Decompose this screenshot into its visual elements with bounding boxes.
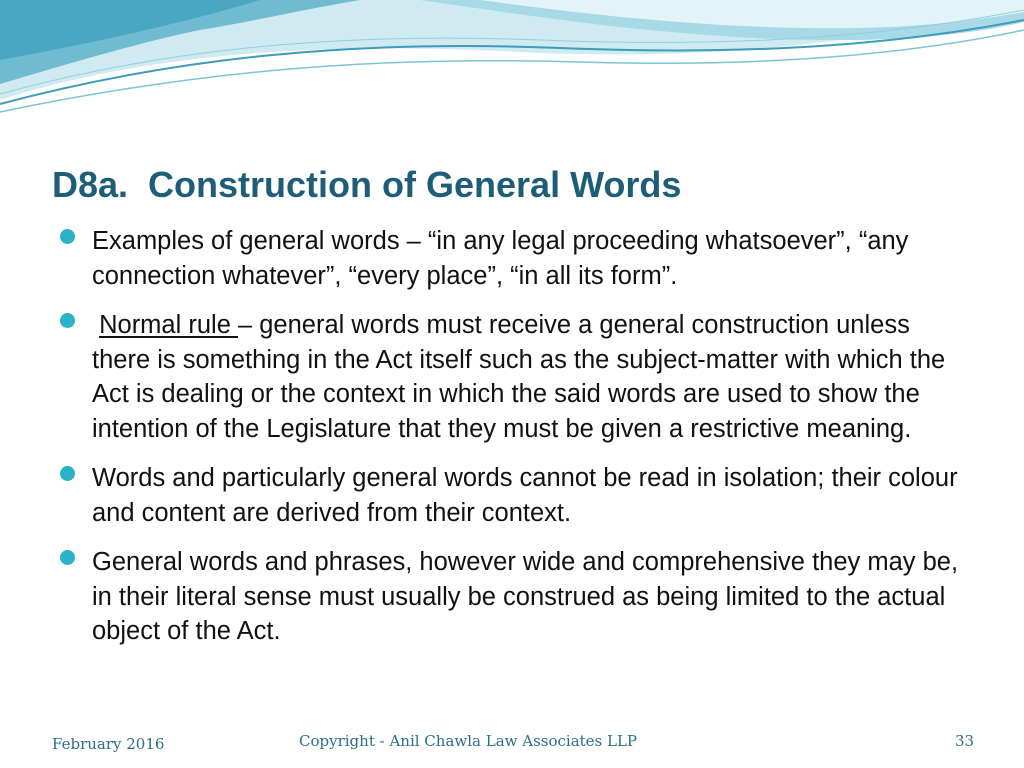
bullet-item-1 bbox=[60, 224, 970, 293]
bullet-text-2 bbox=[92, 308, 970, 446]
slide-title-text: Construction of General Words bbox=[148, 164, 682, 205]
bullet-dot-icon bbox=[60, 229, 75, 244]
footer-date: February 2016 bbox=[52, 735, 165, 753]
bullet-dot-icon bbox=[60, 550, 75, 565]
bullet-list bbox=[60, 224, 970, 664]
bullet-text-3: Words and particularly general words cannot be read in isolation; their colour and content are derived from their context. bbox=[92, 464, 958, 527]
footer-page-number: 33 bbox=[955, 732, 975, 750]
footer-copyright: Copyright - Anil Chawla Law Associates LLP bbox=[299, 732, 638, 750]
slide-title bbox=[52, 164, 681, 206]
normal-rule-label: Normal rule bbox=[99, 311, 238, 339]
bullet-item-2 bbox=[60, 308, 970, 446]
header-wave-decoration bbox=[0, 0, 1024, 130]
bullet-text-1: Examples of general words – “in any legal proceeding whatsoever”, “any connection whatever”, “every place”, “in all its form”. bbox=[92, 227, 909, 290]
bullet-item-4 bbox=[60, 545, 970, 649]
bullet-dot-icon bbox=[60, 466, 75, 481]
normal-rule-body: – general words must receive a general construction unless there is something in the Act itself such as the subject-matter with which the Act is dealing or the context in which the said words are used to show the intention of the Legislature that they must be given a restrictive meaning. bbox=[92, 311, 946, 443]
bullet-dot-icon bbox=[60, 313, 75, 328]
slide-title-number: D8a. bbox=[52, 164, 129, 205]
bullet-text-4: General words and phrases, however wide and comprehensive they may be, in their literal sense must usually be construed as being limited to the actual object of the Act. bbox=[92, 548, 959, 645]
bullet-item-3 bbox=[60, 461, 970, 530]
